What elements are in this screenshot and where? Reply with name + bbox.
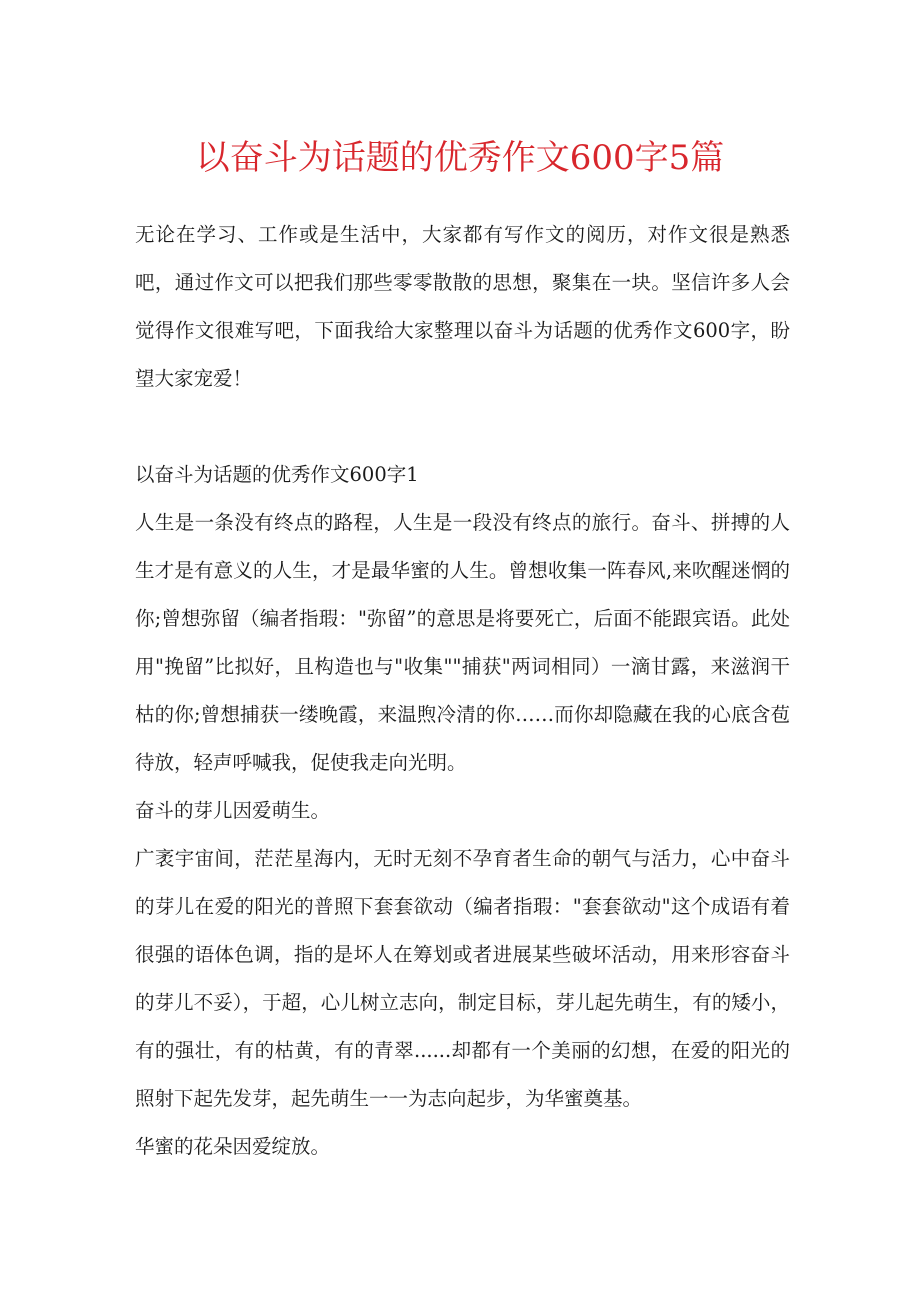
document-body (135, 211, 790, 1171)
intro-paragraph: 无论在学习、工作或是生活中，大家都有写作文的阅历，对作文很是熟悉吧，通过作文可以把我们那些零零散散的思想，聚集在一块。坚信许多人会觉得作文很难写吧，下面我给大家整理以奋斗为话题的优秀作文600字，盼望大家宠爱！ (135, 223, 790, 390)
body-paragraph: 华蜜的花朵因爱绽放。 (135, 1135, 331, 1158)
document-title: 以奋斗为话题的优秀作文600字5篇 (195, 138, 725, 178)
body-paragraph: 广袤宇宙间，茫茫星海内，无时无刻不孕育者生命的朝气与活力，心中奋斗的芽儿在爱的阳光的普照下套套欲动（编者指瑕："套套欲动"这个成语有着很强的语体色调，指的是坏人在筹划或者进展某些破坏活动，用来形容奋斗的芽儿不妥），于超，心儿树立志向，制定目标，芽儿起先萌生，有的矮小，有的强壮，有的枯黄，有的青翠......却都有一个美丽的幻想，在爱的阳光的照射下起先发芽，起先萌生一一为志向起步，为华蜜奠基。 (135, 847, 790, 1110)
body-paragraph: 人生是一条没有终点的路程，人生是一段没有终点的旅行。奋斗、拼搏的人生才是有意义的人生，才是最华蜜的人生。曾想收集一阵春风,来吹醒迷惘的你;曾想弥留（编者指瑕："弥留”的意思是将要死亡，后面不能跟宾语。此处用"挽留”比拟好，且构造也与"收集""捕获"两词相同）一滴甘露，来滋润干枯的你;曾想捕获一缕晚霞，来温煦冷清的你……而你却隐藏在我的心底含苞待放，轻声呼喊我，促使我走向光明。 (135, 511, 790, 774)
body-paragraph: 奋斗的芽儿因爱萌生。 (135, 799, 331, 822)
section-heading: 以奋斗为话题的优秀作文600字1 (135, 463, 419, 486)
